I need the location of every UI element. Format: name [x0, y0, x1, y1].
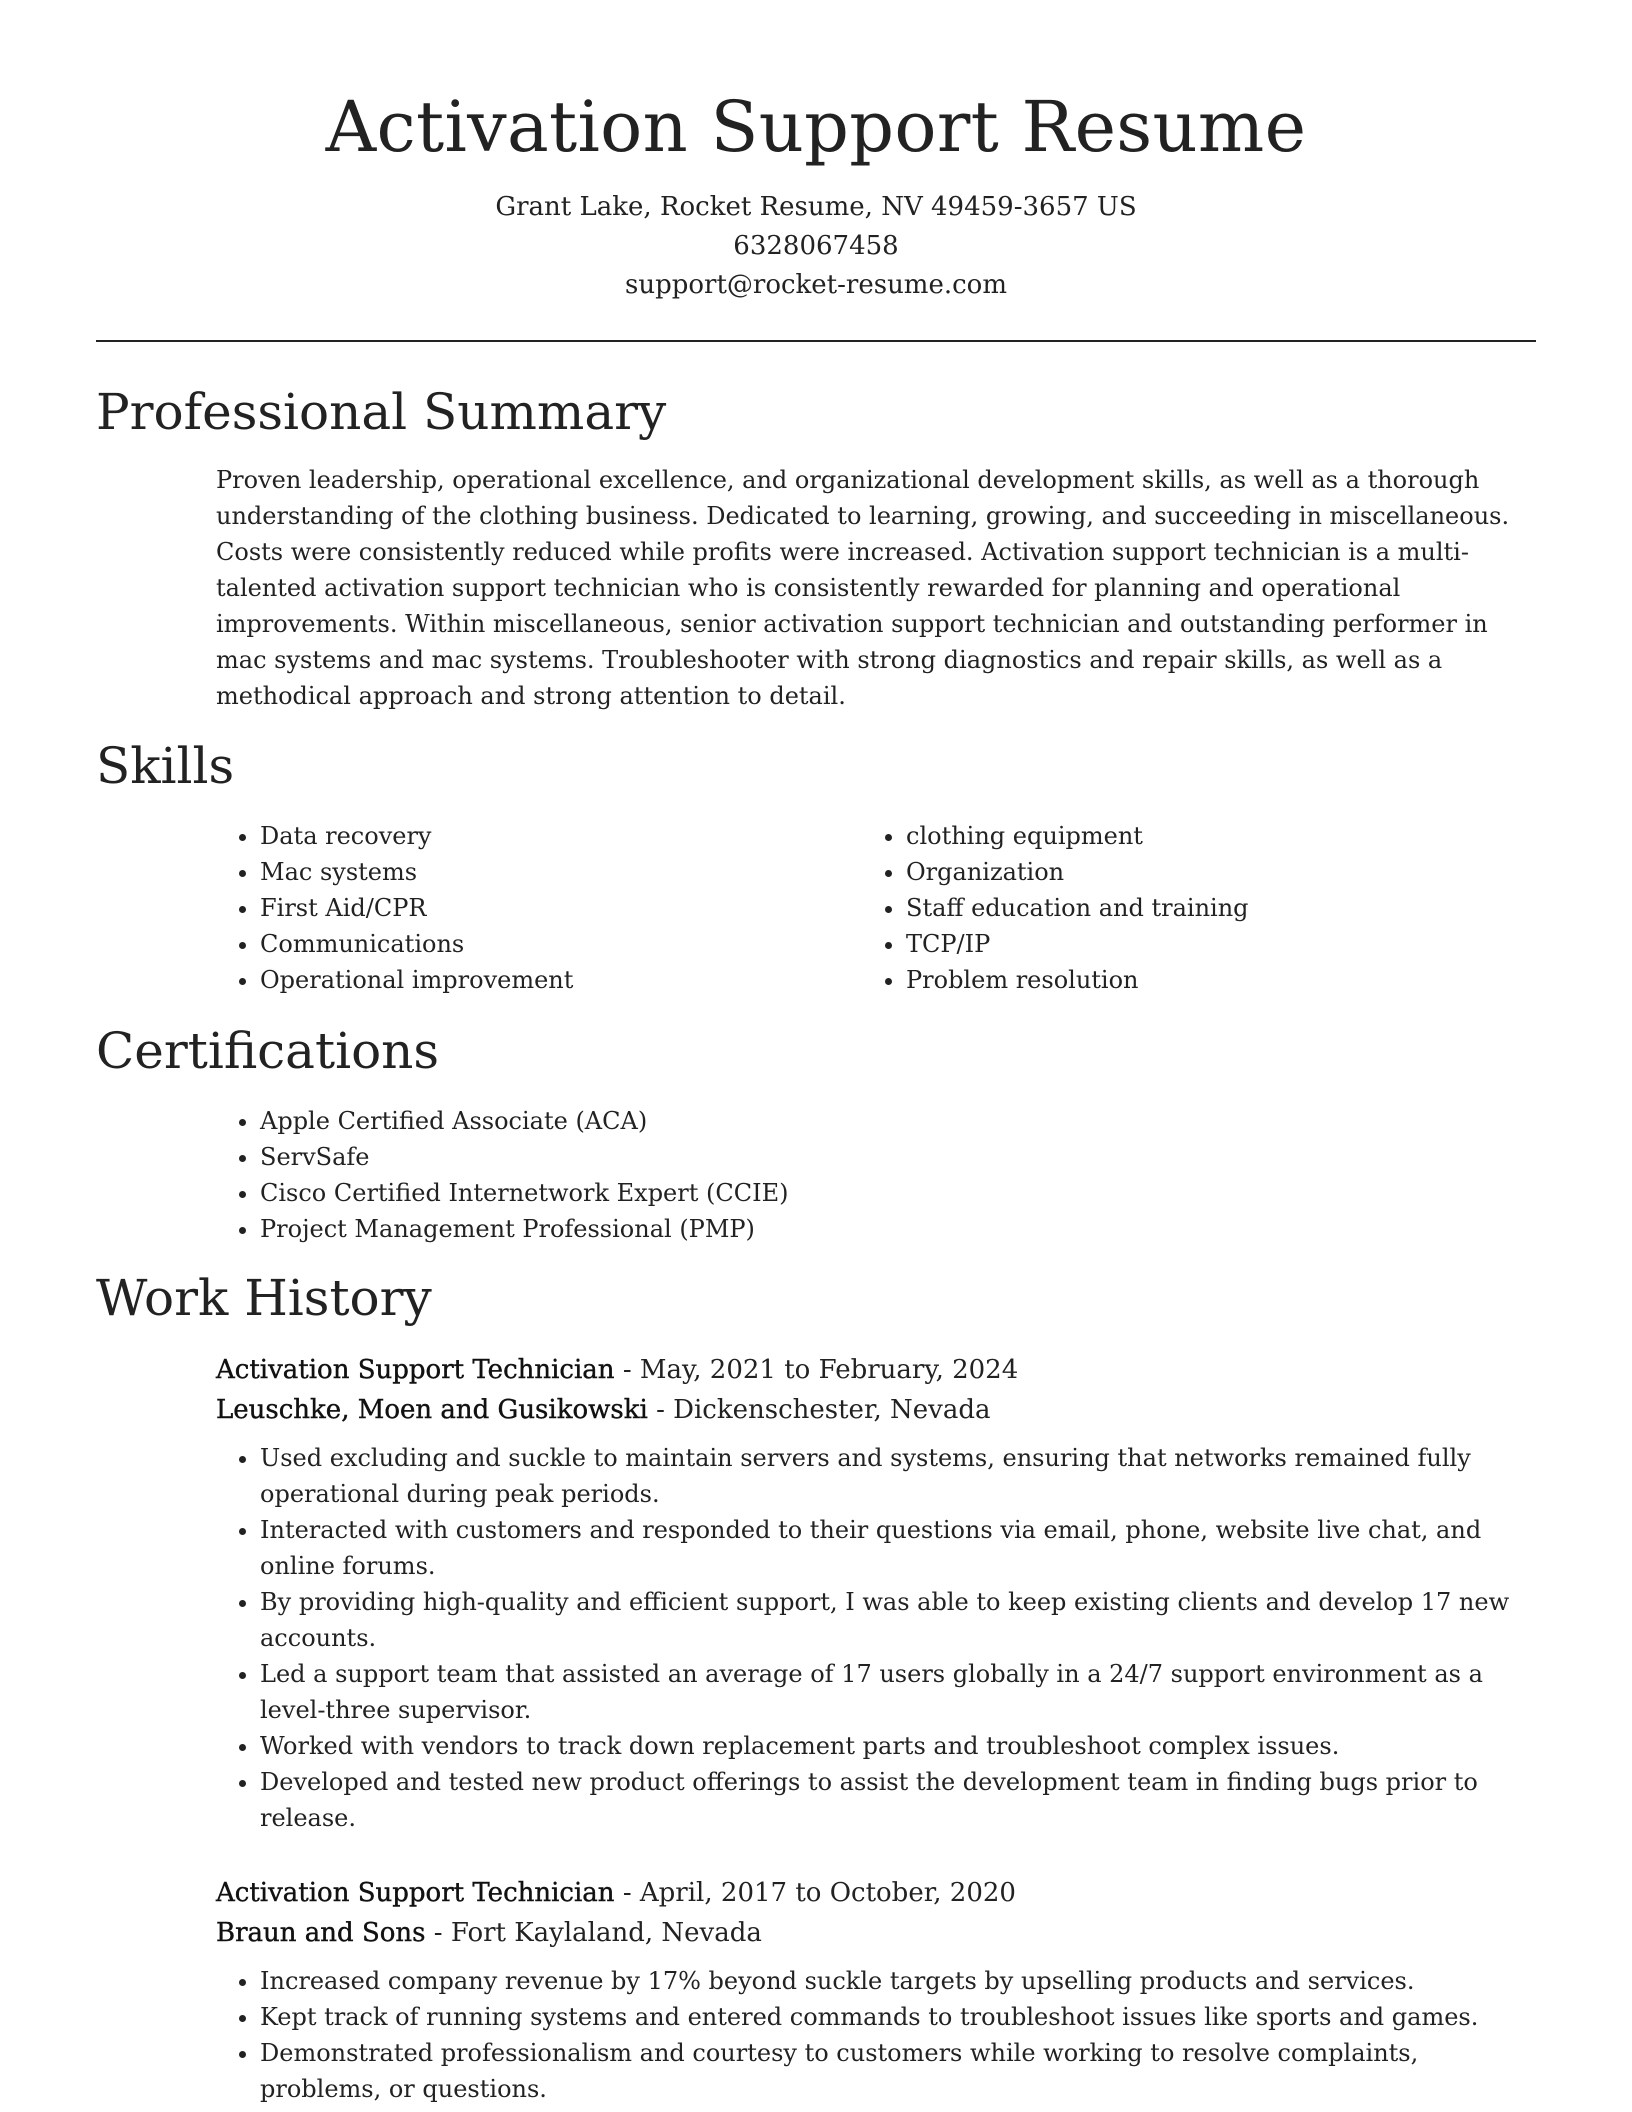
job-company: Braun and Sons: [216, 1918, 426, 1948]
job-bullets: [216, 1963, 1538, 2107]
job-bullet: • Demonstrated professionalism and courtesy to customers while working to resolve complaints, problems, or questions.: [260, 2035, 1538, 2107]
certification-item: • Cisco Certified Internetwork Expert (CCIE): [260, 1175, 1260, 1211]
contact-block: [96, 188, 1536, 305]
job-title: Activation Support Technician: [216, 1878, 615, 1908]
skill-item: • clothing equipment: [906, 818, 1546, 854]
certifications-list: [216, 1103, 1260, 1247]
job-bullet: • Kept track of running systems and entered commands to troubleshoot issues like sports and games.: [260, 1999, 1538, 2035]
certifications-heading: Certifications: [96, 1022, 440, 1080]
job-bullets: [216, 1440, 1538, 1836]
contact-email: support@rocket-resume.com: [624, 270, 1007, 300]
job-bullet: • Increased company revenue by 17% beyond suckle targets by upselling products and services.: [260, 1963, 1538, 1999]
job-entry: [216, 1873, 1538, 2107]
skill-item: • First Aid/CPR: [260, 890, 860, 926]
skills-list-right: [862, 818, 1546, 998]
job-entry: [216, 1350, 1538, 1836]
job-bullet: • Led a support team that assisted an average of 17 users globally in a 24/7 support environment as a level-three supervisor.: [260, 1656, 1538, 1728]
job-location: Fort Kaylaland, Nevada: [450, 1918, 762, 1948]
skills-list-left: [216, 818, 860, 998]
job-company: Leuschke, Moen and Gusikowski: [216, 1395, 648, 1425]
job-bullet: • Worked with vendors to track down replacement parts and troubleshoot complex issues.: [260, 1728, 1538, 1764]
job-separator: -: [622, 1355, 640, 1385]
contact-phone: 6328067458: [733, 231, 899, 261]
certification-item: • Apple Certified Associate (ACA): [260, 1103, 1260, 1139]
skill-item: • TCP/IP: [906, 926, 1546, 962]
job-bullet: • Interacted with customers and responded to their questions via email, phone, website live chat, and online forums.: [260, 1512, 1538, 1584]
job-dates: May, 2021 to February, 2024: [639, 1355, 1019, 1385]
skill-item: • Problem resolution: [906, 962, 1546, 998]
job-dates: April, 2017 to October, 2020: [639, 1878, 1016, 1908]
header-divider: [96, 340, 1536, 342]
summary-text: Proven leadership, operational excellence, and organizational development skills, as well as a thorough understanding of the clothing business. Dedicated to learning, growing, and succeeding in miscellaneous. Costs were consistently reduced while profits were increased. Activation support technician is a multi-talented activation support technician who is consistently rewarded for planning and operational improvements. Within miscellaneous, senior activation support technician and outstanding performer in mac systems and mac systems. Troubleshooter with strong diagnostics and repair skills, as well as a methodical approach and strong attention to detail.: [216, 466, 1510, 710]
skill-item: • Operational improvement: [260, 962, 860, 998]
job-separator: -: [433, 1918, 451, 1948]
job-company-line: [216, 1913, 1538, 1953]
skill-item: • Staff education and training: [906, 890, 1546, 926]
resume-header: [96, 80, 1536, 305]
work-history-heading: Work History: [96, 1269, 432, 1327]
job-separator: -: [622, 1878, 640, 1908]
skills-heading: Skills: [96, 737, 235, 795]
job-separator: -: [656, 1395, 674, 1425]
job-bullet: • By providing high-quality and efficient support, I was able to keep existing clients and develop 17 new accounts.: [260, 1584, 1538, 1656]
job-location: Dickenschester, Nevada: [673, 1395, 991, 1425]
job-company-line: [216, 1390, 1538, 1430]
job-bullet: • Developed and tested new product offerings to assist the development team in finding bugs prior to release.: [260, 1764, 1538, 1836]
job-title-line: [216, 1350, 1538, 1390]
job-title-line: [216, 1873, 1538, 1913]
certification-item: • ServSafe: [260, 1139, 1260, 1175]
skill-item: • Mac systems: [260, 854, 860, 890]
certification-item: • Project Management Professional (PMP): [260, 1211, 1260, 1247]
skill-item: • Communications: [260, 926, 860, 962]
summary-heading: Professional Summary: [96, 383, 667, 441]
job-title: Activation Support Technician: [216, 1355, 615, 1385]
job-bullet: • Used excluding and suckle to maintain servers and systems, ensuring that networks remained fully operational during peak periods.: [260, 1440, 1538, 1512]
skill-item: • Data recovery: [260, 818, 860, 854]
skill-item: • Organization: [906, 854, 1546, 890]
contact-address: Grant Lake, Rocket Resume, NV 49459-3657 US: [495, 192, 1137, 222]
resume-title: Activation Support Resume: [325, 86, 1307, 168]
